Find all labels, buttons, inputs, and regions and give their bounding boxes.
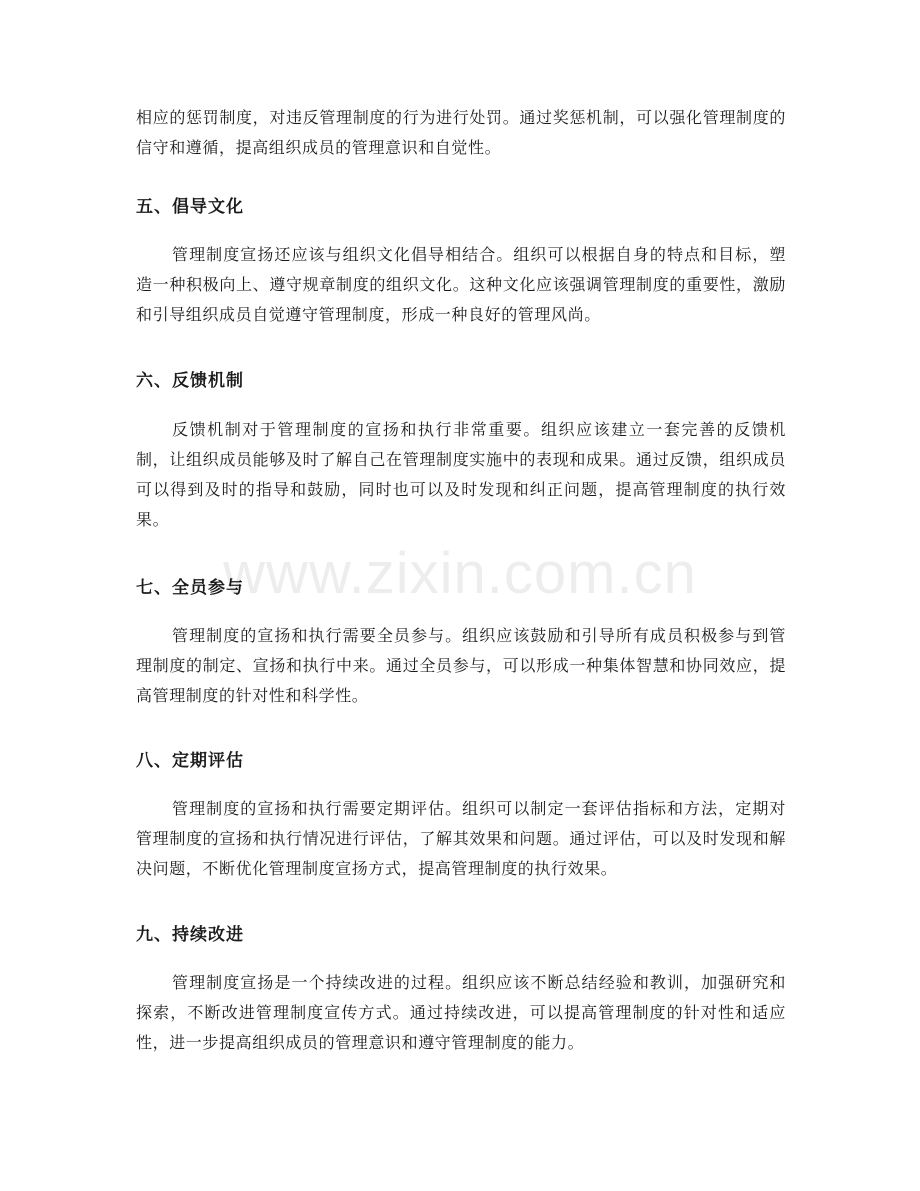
section-body-evaluation: 管理制度的宣扬和执行需要定期评估。组织可以制定一套评估指标和方法，定期对管理制度的宣扬和执行情况进行评估，了解其效果和问题。通过评估，可以及时发现和解决问题，不断优化管理制度宣扬方式，提高管理制度的执行效果。 [136, 799, 786, 878]
section-heading-improvement: 九、持续改进 [136, 925, 244, 945]
section-body-feedback: 反馈机制对于管理制度的宣扬和执行非常重要。组织应该建立一套完善的反馈机制，让组织成员能够及时了解自己在管理制度实施中的表现和成果。通过反馈，组织成员可以得到及时的指导和鼓励，同时也可以及时发现和纠正问题，提高管理制度的执行效果。 [136, 420, 786, 529]
section-body-culture: 管理制度宣扬还应该与组织文化倡导相结合。组织可以根据自身的特点和目标，塑造一种积极向上、遵守规章制度的组织文化。这种文化应该强调管理制度的重要性，激励和引导组织成员自觉遵守管理制度，形成一种良好的管理风尚。 [136, 245, 786, 324]
intro-paragraph: 相应的惩罚制度，对违反管理制度的行为进行处罚。通过奖惩机制，可以强化管理制度的信守和遵循，提高组织成员的管理意识和自觉性。 [136, 108, 786, 157]
section-body-participation: 管理制度的宣扬和执行需要全员参与。组织应该鼓励和引导所有成员积极参与到管理制度的制定、宣扬和执行中来。通过全员参与，可以形成一种集体智慧和协同效应，提高管理制度的针对性和科学性。 [136, 626, 786, 705]
section-heading-evaluation: 八、定期评估 [136, 751, 244, 771]
section-body-improvement: 管理制度宣扬是一个持续改进的过程。组织应该不断总结经验和教训，加强研究和探索，不断改进管理制度宣传方式。通过持续改进，可以提高管理制度的针对性和适应性，进一步提高组织成员的管理意识和遵守管理制度的能力。 [136, 973, 786, 1052]
watermark: www.zixin.com.cn [223, 541, 697, 606]
section-heading-participation: 七、全员参与 [136, 578, 244, 598]
section-heading-feedback: 六、反馈机制 [136, 371, 244, 391]
section-heading-culture: 五、倡导文化 [136, 197, 244, 217]
